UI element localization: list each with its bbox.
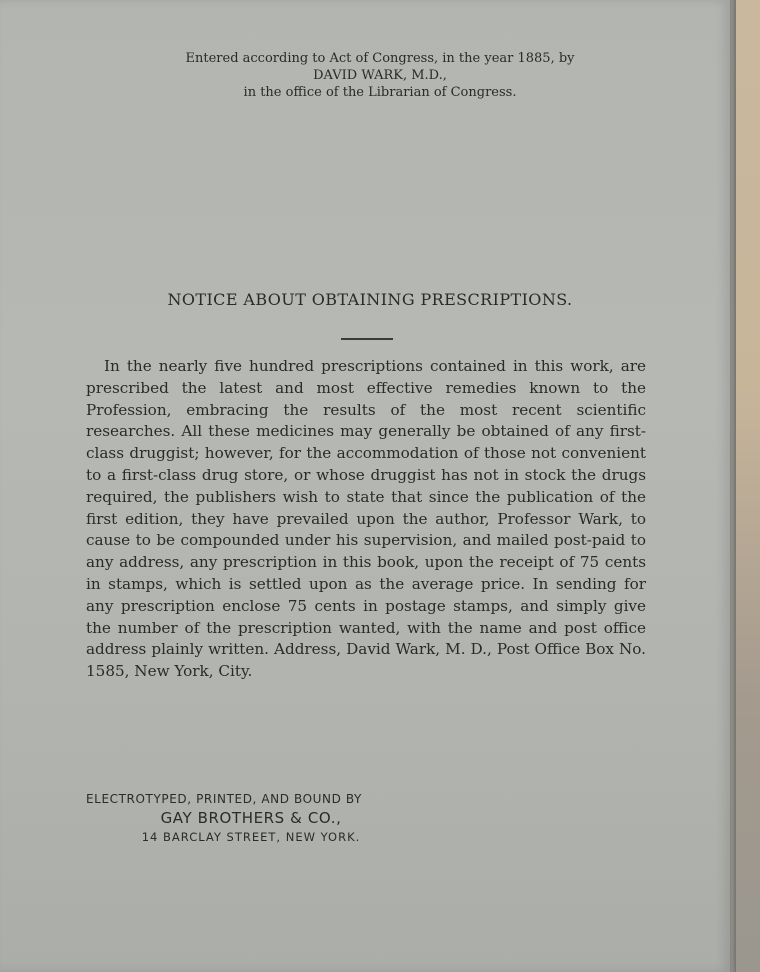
book-cover-edge — [736, 0, 760, 972]
copyright-line-3: in the office of the Librarian of Congress. — [243, 85, 517, 100]
copyright-line-1: Entered according to Act of Congress, in the year 1885, by — [185, 51, 575, 66]
imprint-line-3: 14 BARCLAY STREET, NEW YORK. — [141, 830, 361, 844]
notice-title: NOTICE ABOUT OBTAINING PRESCRIPTIONS. — [167, 290, 573, 309]
copyright-notice — [160, 50, 600, 101]
title-divider — [341, 338, 393, 340]
imprint-line-2: GAY BROTHERS & CO., — [160, 809, 342, 827]
copyright-line-2: DAVID WARK, M.D., — [313, 68, 447, 83]
imprint-line-1: ELECTROTYPED, PRINTED, AND BOUND BY — [86, 792, 362, 806]
printer-imprint — [86, 790, 416, 846]
notice-body: In the nearly five hundred prescriptions contained in this work, are prescribed the latest and most effective remedies known to the Profession, embracing the results of the most recent scientific researches. All these medicines may generally be obtained of any first-class druggist; however, for the accommodation of those not convenient to a first-class drug store, or whose druggist has not in stock the drugs required, the publishers wish to state that since the publication of the first edition, they have prevailed upon the author, Professor Wark, to cause to be compounded under his supervision, and mailed post-paid to any address, any prescription in this book, upon the receipt of 75 cents in stamps, which is settled upon as the average price. In sending for any prescription enclose 75 cents in postage stamps, and simply give the number of the prescription wanted, with the name and post office address plainly written. Address, David Wark, M. D., Post Office Box No. 1585, New York, City. — [86, 357, 646, 681]
